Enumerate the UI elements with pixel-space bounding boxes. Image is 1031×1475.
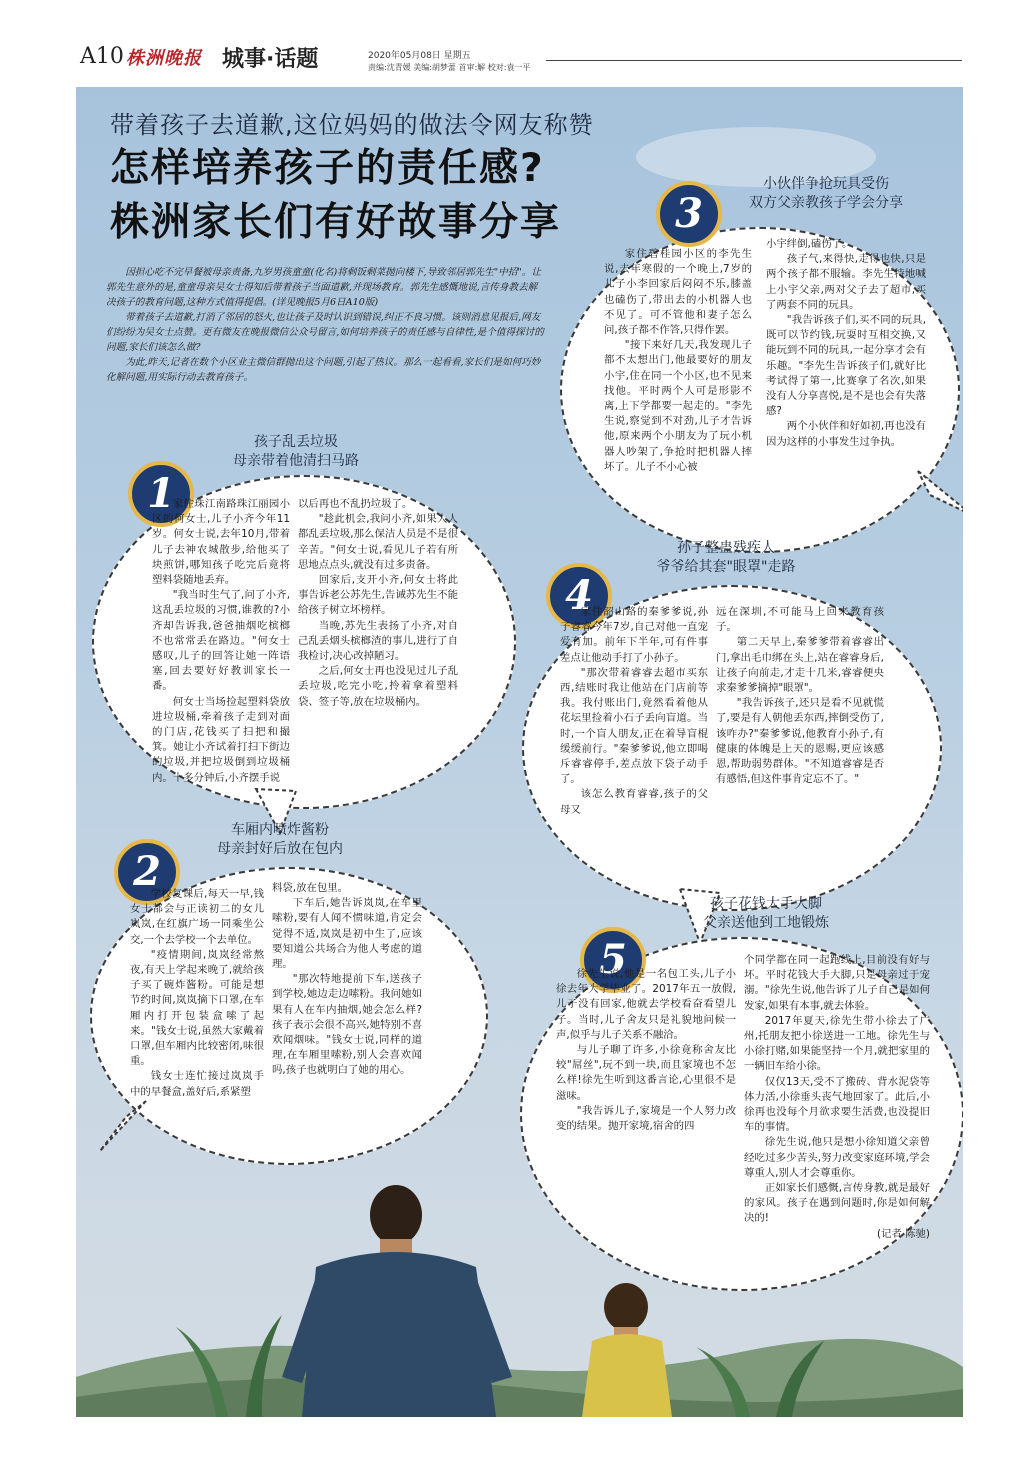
story5-heading	[656, 895, 876, 933]
paragraph: "我告诉孩子们,买不同的玩具,既可以节约钱,玩耍时互相交换,又能玩到不同的玩具,一起分享才会有乐趣。"李先生告诉孩子们,就好比考试得了第一,比赛拿了名次,如果没有人分享喜悦,是不是也会有失落感?	[766, 314, 926, 418]
paragraph: 个同学都在同一起跑线上,目前没有好与坏。平时花钱大手大脚,只是母亲过于宠溺。"徐先生说,他告诉了儿子自己是如何发家,如果有本事,就去体验。	[744, 954, 930, 1012]
story5-number-badge: 5	[580, 927, 646, 993]
paragraph: "我告诉孩子,还只是看不见就慌了,要是有人朝他丢东西,摔倒受伤了,该咋办?"秦爹爹说,他教育小孙子,有健康的体魄是上天的恩赐,更应该感恩,帮助弱势群体。"不知道睿睿是否有感悟,但这件事肯定忘不了。"	[716, 697, 884, 786]
paragraph: 料袋,放在包里。	[272, 882, 349, 894]
paragraph: 仅仅13天,受不了搬砖、背水泥袋等体力活,小徐垂头丧气地回家了。此后,小徐再也没每个月欲求要生活费,也没提旧车的事情。	[744, 1075, 930, 1134]
story3-title: 小伙伴争抢玩具受伤	[763, 176, 889, 192]
paragraph: 何女士当场捡起塑料袋放进垃圾桶,牵着孩子走到对面的门店,花钱买了扫把和撮箕。她让小齐试着打扫下街边的垃圾,并把垃圾倒到垃圾桶内。十多分钟后,小齐摆手说	[152, 695, 290, 784]
paragraph: 钱女士连忙接过岚岚手中的早餐盒,盖好后,系紧塑	[130, 1070, 264, 1098]
story1-heading	[196, 433, 396, 471]
story4-subtitle: 爷爷给其套"眼罩"走路	[656, 559, 796, 575]
paragraph: "疫情期间,岚岚经常熬夜,有天上学起来晚了,就给孩子买了碗炸酱粉。可能是想节约时间,岚岚摘下口罩,在车厢内打开包装盒嗦了起来。"钱女士说,虽然大家戴着口罩,但车厢内比较密闭,味很重。	[130, 948, 264, 1068]
paragraph: 正如家长们感慨,言传身教,就是最好的家风。孩子在遇到问题时,你是如何解决的!	[744, 1182, 930, 1225]
story2-number-badge: 2	[114, 839, 180, 905]
story4-number-badge: 4	[546, 563, 612, 629]
paragraph: 第二天早上,秦爹爹带着睿睿出门,拿出毛巾绑在头上,站在睿睿身后,让孩子向前走,才走十几米,睿睿便央求秦爹爹摘掉"眼罩"。	[716, 636, 884, 695]
story3-heading	[716, 175, 936, 213]
header-rule	[546, 60, 962, 61]
story3-number-badge: 3	[656, 181, 722, 247]
illustrated-panel	[76, 87, 963, 1417]
editor-credits: 责编:沈青媛 美编:胡梦蕾 首审:解 校对:袁一平	[368, 63, 531, 72]
article-title-line1: 怎样培养孩子的责任感?	[110, 146, 545, 191]
story1-subtitle: 母亲带着他清扫马路	[233, 453, 359, 469]
article-subtitle: 带着孩子去道歉,这位妈妈的做法令网友称赞	[110, 111, 594, 139]
paragraph: 家住碧桂园小区的李先生说,去年寒假的一个晚上,7岁的儿子小李回家后闷闷不乐,膝盖也磕伤了,带出去的小机器人也不见了。可不管他和妻子怎么问,孩子都不作答,只得作罢。	[604, 248, 752, 337]
article-title-line2: 株洲家长们有好故事分享	[110, 200, 562, 245]
story2-column1	[130, 887, 264, 1100]
reporter-byline: (记者 陈驰)	[877, 1227, 930, 1240]
paragraph: 家住珠江南路珠江丽园小区的何女士,儿子小齐今年11岁。何女士说,去年10月,带着儿子去神农城散步,给他买了块煎饼,哪知孩子吃完后竟将塑料袋随地丢弃。	[152, 498, 290, 587]
paragraph: 两个小伙伴和好如初,再也没有因为这样的小事发生过争执。	[766, 420, 926, 448]
story4-column2	[716, 605, 884, 787]
story1-column1	[152, 497, 290, 786]
paragraph: 家住韶山路的秦爹爹说,孙子睿睿今年7岁,自己对他一直宠爱有加。前年下半年,可有件事差点让他动手打了小孙子。	[560, 606, 708, 664]
paragraph: 小宇绊倒,磕伤了。	[766, 238, 853, 250]
paragraph: "我当时生气了,问了小齐,这乱丢垃圾的习惯,谁教的?小齐却告诉我,爸爸抽烟吃槟榔不也常常丢在路边。"何女士感叹,儿子的回答让她一阵语塞,回去要好好教训家长一番。	[152, 589, 290, 693]
paragraph: 远在深圳,不可能马上回来教育孩子。	[716, 606, 884, 634]
story2-title: 车厢内喷炸酱粉	[231, 822, 329, 838]
newspaper-logo: 株洲晚报	[126, 48, 202, 69]
story2-subtitle: 母亲封好后放在包内	[217, 841, 343, 857]
father-son-illustration	[76, 1127, 963, 1417]
issue-date: 2020年05月08日 星期五	[368, 51, 471, 61]
story2-column2	[272, 881, 422, 1079]
paragraph: 当晚,苏先生表扬了小齐,对自己乱丢烟头槟榔渣的事儿,进行了自我检讨,决心改掉陋习。	[298, 619, 458, 663]
paragraph: 该怎么教育睿睿,孩子的父母又	[560, 788, 708, 816]
paragraph: 下车后,她告诉岚岚,在车里嗦粉,要有人闻不惯味道,肯定会觉得不适,岚岚是初中生了,应该要知道公共场合为他人考虑的道理。	[272, 897, 422, 971]
story4-title: 孙子整蛊残疾人	[677, 540, 775, 556]
paragraph: 之后,何女士再也没见过儿子乱丢垃圾,吃完小吃,拎着拿着塑料袋、签子等,放在垃圾桶内。	[298, 665, 458, 708]
paragraph: 徐先生说,他是一名包工头,儿子小徐去年大学毕业了。2017年五一放假,儿子没有回家,他就去学校看奋看望儿子。当时,儿子舍友只是礼貌地问候一声,似乎与儿子关系不融洽。	[556, 968, 736, 1041]
paragraph: 与儿子聊了许多,小徐竟称舍友比较"屌丝",玩不到一块,而且家境也不怎么样!徐先生听到这番言论,心里很不是滋味。	[556, 1044, 736, 1102]
story5-subtitle: 父亲送他到工地锻炼	[703, 915, 829, 931]
paragraph: "趁此机会,我问小齐,如果人人都乱丢垃圾,那么保洁人员是不是很辛苦。"何女士说,看见儿子若有所思地点点头,就没有过多责备。	[298, 513, 458, 571]
page-header	[0, 0, 1031, 86]
story3-column1	[604, 247, 752, 475]
story3-bubble-tail	[916, 467, 963, 527]
story2-heading	[180, 821, 380, 859]
intro-paragraph: 带着孩子去道歉,打消了邻居的怒火,也让孩子及时认识到错误,纠正不良习惯。该则消息见报后,网友们纷纷为吴女士点赞。更有微友在晚报微信公众号留言,如何培养孩子的责任感与自律性,是个值得探讨的问题,家长们该怎么做?	[106, 312, 544, 353]
intro-paragraph: 为此,昨天,记者在数个小区业主微信群抛出这个问题,引起了热议。那么一起看看,家长们是如何巧妙化解问题,用实际行动去教育孩子。	[106, 357, 541, 383]
story3-subtitle: 双方父亲教孩子学会分享	[749, 195, 903, 211]
paragraph: 学校复课后,每天一早,钱女士都会与正读初二的女儿岚岚,在红旗广场一同乘坐公交,一个去学校一个去单位。	[130, 888, 264, 946]
paragraph: 孩子气,来得快,走得也快,只是两个孩子都不服输。李先生特地喊上小宇父亲,两对父子去了超市,买了两套不同的玩具。	[766, 253, 926, 311]
paragraph: 2017年夏天,徐先生带小徐去了广州,托朋友把小徐送进一工地。徐先生与小徐打赌,如果能坚持一个月,就把家里的一辆旧车给小徐。	[744, 1014, 930, 1073]
section-name: 城事·话题	[222, 47, 319, 72]
paragraph: "我告诉儿子,家境是一个人努力改变的结果。抛开家境,宿舍的四	[556, 1104, 736, 1133]
story3-column2	[766, 237, 926, 450]
story4-heading	[616, 539, 836, 577]
paragraph: 回家后,支开小齐,何女士将此事告诉老公苏先生,告诫苏先生不能给孩子树立坏榜样。	[298, 574, 458, 617]
story5-column1	[556, 967, 736, 1134]
article-intro	[106, 265, 546, 385]
paragraph: "接下来好几天,我发现儿子都不太想出门,他最要好的朋友小宇,住在同一个小区,也不见来找他。平时两个人可是形影不离,上下学都要一起走的。"李先生说,察觉到不对劲,儿子才告诉他,原来两个小朋友为了玩小机器人吵架了,争抢时把机器人摔坏了。儿子不小心被	[604, 339, 752, 473]
story1-column2	[298, 497, 458, 710]
story4-column1	[560, 605, 708, 818]
story1-title: 孩子乱丢垃圾	[254, 434, 338, 450]
paragraph: 徐先生说,他只是想小徐知道父亲曾经吃过多少苦头,努力改变家庭环境,学会尊重人,别人才会尊重你。	[744, 1136, 930, 1179]
intro-paragraph: 因担心吃不完早餐被母亲责备,九岁男孩童童(化名)将剩饭剩菜抛向楼下,导致邻居郭先生"中招"。让郭先生意外的是,童童母亲吴女士得知后带着孩子当面道歉,并现场教育。郭先生感慨地说,言传身教去解决孩子的教育问题,这种方式值得提倡。(详见晚报5月6日A10版)	[106, 267, 541, 308]
story5-title: 孩子花钱大手大脚	[710, 896, 822, 912]
page-number: A10	[80, 44, 124, 69]
paragraph: "那次特地提前下车,送孩子到学校,她边走边嗦粉。我问她如果有人在车内抽烟,她会怎么样?孩子表示会很不高兴,她特别不喜欢闻烟味。"钱女士说,同样的道理,在车厢里嗦粉,别人会喜欢闻吗,孩子也就明白了她的用心。	[272, 973, 422, 1077]
paragraph: "那次带着睿睿去超市买东西,结账时我让他站在门店前等我。我付账出门,竟然看着他从花坛里捡着小石子丢向盲道。当时,一个盲人朋友,正在着导盲棍缓缓前行。"秦爹爹说,他立即喝斥睿睿停手,差点放下袋子动手了。	[560, 666, 708, 786]
paragraph: 以后再也不乱扔垃圾了。	[298, 498, 413, 510]
story1-number-badge: 1	[128, 461, 194, 527]
